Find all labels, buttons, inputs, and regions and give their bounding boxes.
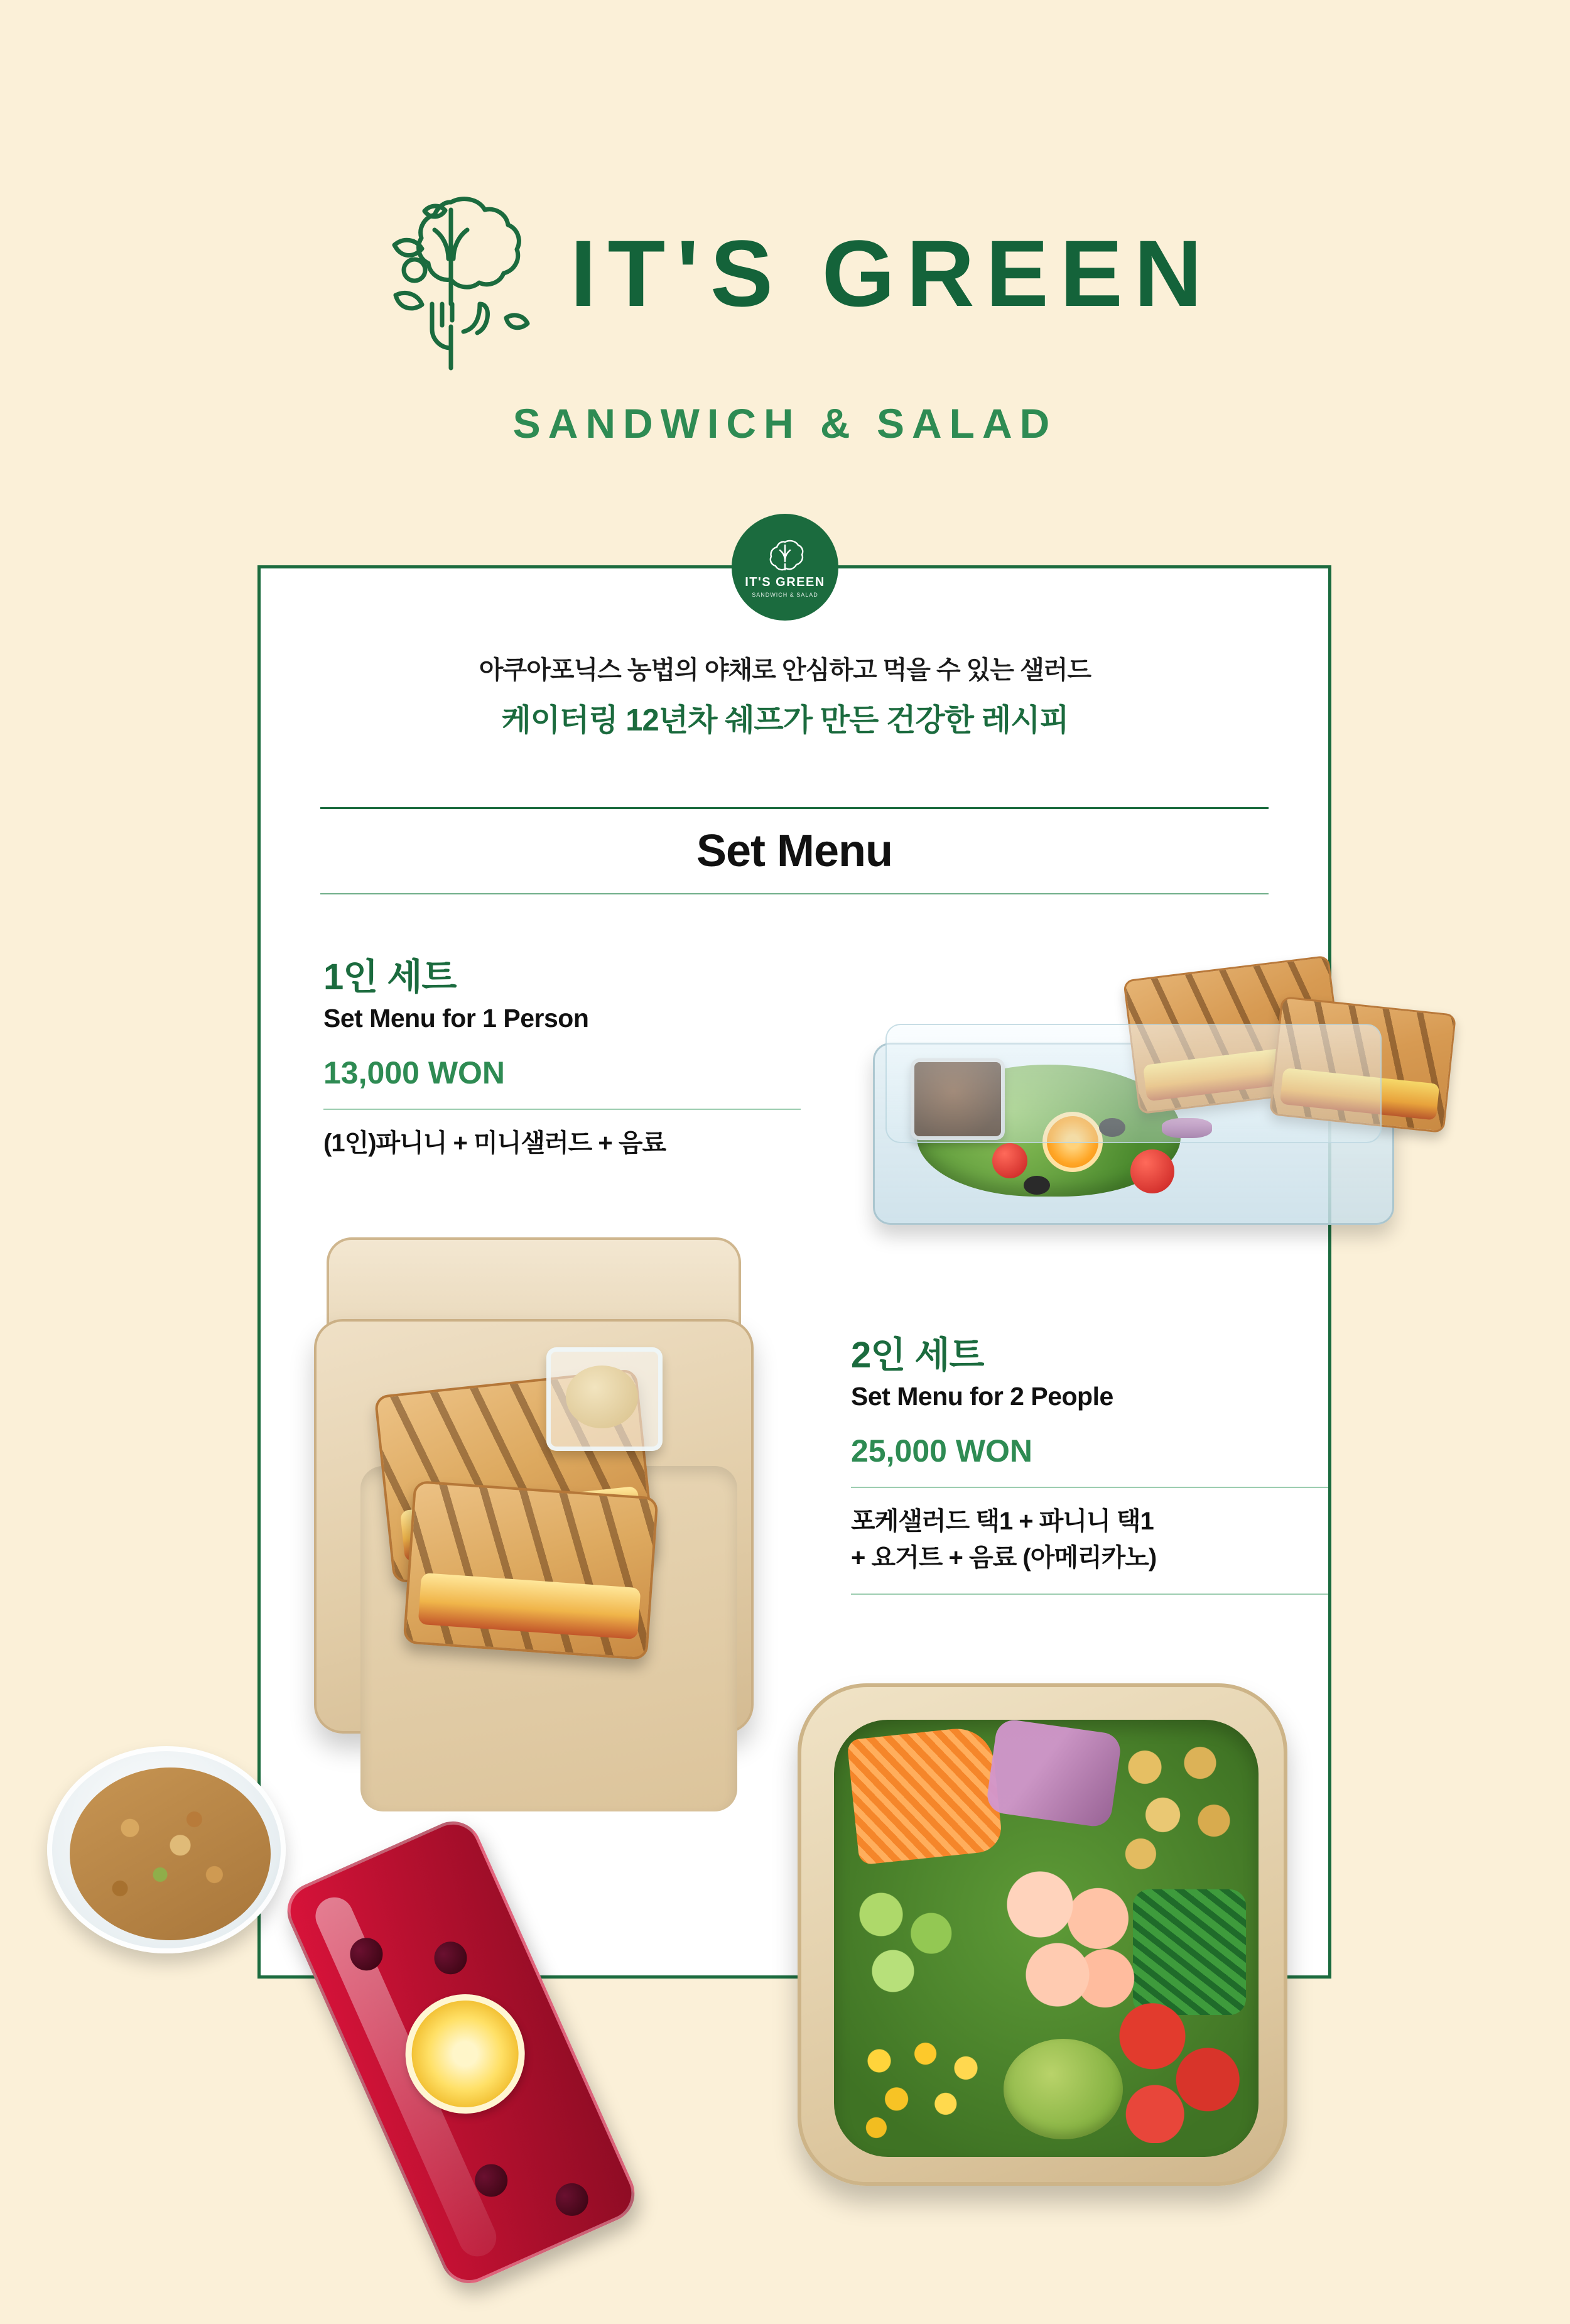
cherry-tomato-halves (1113, 1999, 1245, 2143)
brand-circle-badge (732, 514, 838, 621)
berry (429, 1936, 472, 1980)
brand-name: IT'S GREEN (570, 220, 1214, 326)
set-2-divider-bottom (851, 1594, 1328, 1595)
set-1-name-en: Set Menu for 1 Person (323, 1004, 589, 1033)
tagline-block (0, 650, 1570, 740)
leaf-circle-icon (766, 536, 804, 573)
shredded-carrot (847, 1725, 1004, 1865)
set-2-description-line-1: 포케샐러드 택1 + 파니니 택1 (851, 1507, 1154, 1535)
cucumber-cubes (845, 1877, 965, 2002)
dip-sauce (566, 1366, 638, 1428)
drink-bottle (278, 1812, 644, 2293)
set-2-name-en: Set Menu for 2 People (851, 1382, 1113, 1411)
brand-subtitle: SANDWICH & SALAD (512, 400, 1058, 447)
cherry-tomato (992, 1143, 1027, 1178)
avocado-scoop (1004, 2039, 1123, 2139)
panini-in-kraft-box-photo (301, 1212, 766, 1759)
sweet-corn (850, 2025, 995, 2144)
granola-cup (47, 1746, 286, 1953)
dip-sauce-cup (546, 1347, 663, 1451)
chickpeas (1110, 1731, 1248, 1876)
cherry-tomato (1130, 1149, 1174, 1193)
set-2-divider-top (851, 1487, 1328, 1488)
set-1-description: (1인)파니니 + 미니샐러드 + 음료 (323, 1129, 666, 1157)
brand-header (0, 170, 1570, 447)
tray-lid (885, 1024, 1382, 1143)
black-olive (1024, 1176, 1050, 1195)
tagline-line-1: 아쿠아포닉스 농법의 야채로 안심하고 먹을 수 있는 샐러드 (479, 656, 1091, 684)
tagline-line-2: 케이터링 12년차 쉐프가 만든 건강한 레시피 (501, 703, 1069, 737)
heading-rule-bottom (320, 893, 1269, 894)
set-2-price: 25,000 WON (851, 1433, 1033, 1469)
badge-brand-name: IT'S GREEN (745, 575, 825, 589)
shrimp-poke-salad-bowl-photo (798, 1683, 1300, 2217)
melted-cheese (418, 1573, 641, 1639)
salad-bowl-contents (834, 1720, 1259, 2157)
panini-salad-tray-photo (835, 930, 1463, 1256)
red-onion-slices (985, 1720, 1123, 1828)
set-1-name-ko: 1인 세트 (323, 957, 457, 997)
set-menu-item-2 (851, 1325, 1353, 1595)
panini-piece (403, 1480, 658, 1661)
set-menu-item-1 (323, 947, 826, 1160)
granola-mix (70, 1767, 271, 1940)
granola-yogurt-cup-photo (47, 1746, 298, 1997)
set-menu-title: Set Menu (696, 826, 893, 876)
set-2-description-line-2: + 요거트 + 음료 (아메리카노) (851, 1544, 1157, 1572)
set-menu-heading-block (320, 807, 1269, 894)
set-1-price: 13,000 WON (323, 1055, 506, 1090)
badge-brand-subtitle: SANDWICH & SALAD (752, 592, 818, 598)
berry (550, 2178, 593, 2222)
vegetables-fork-logo-icon (357, 170, 545, 377)
set-1-divider (323, 1109, 801, 1110)
set-2-name-ko: 2인 세트 (851, 1335, 984, 1376)
salad-bowl (798, 1683, 1287, 2186)
